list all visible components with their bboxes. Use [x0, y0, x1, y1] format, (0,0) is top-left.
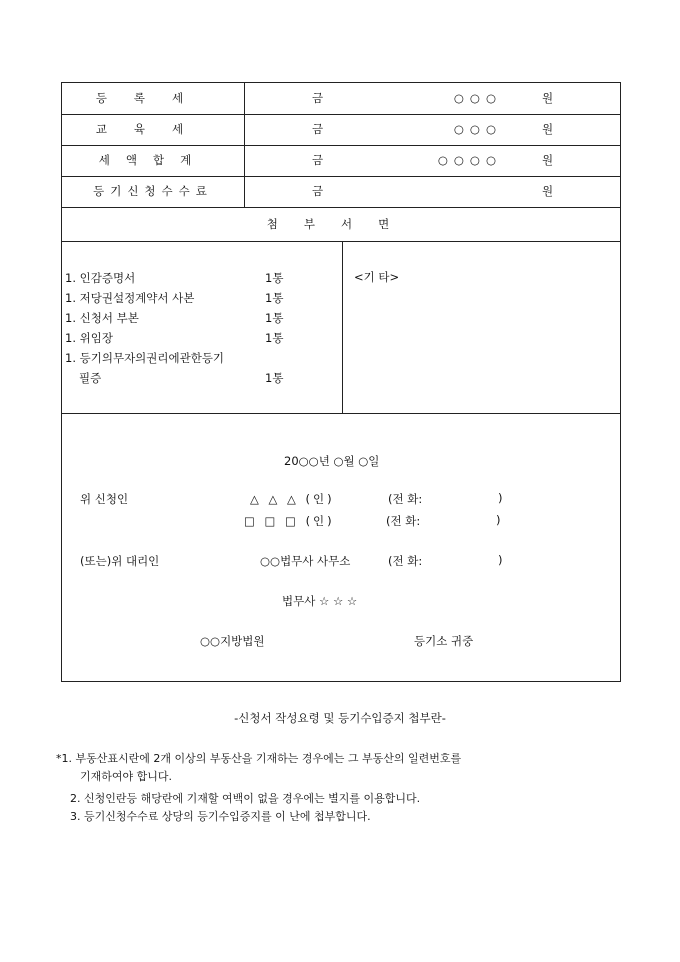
fee-amount: ○○○○ — [437, 153, 502, 167]
fee-label: 등록세 — [62, 83, 245, 114]
attachment-name: 1. 신청서 부본 — [65, 311, 139, 325]
fee-currency: 금 — [312, 91, 324, 105]
fee-currency: 금 — [312, 122, 324, 136]
applicant-1-phone-label: (전 화: — [388, 492, 423, 506]
attachments-divider — [342, 242, 343, 413]
applicant-2-phone-label: (전 화: — [386, 514, 421, 528]
note-line: 기재하여야 합니다. — [80, 770, 173, 783]
agent-phone-label: (전 화: — [388, 554, 423, 568]
agent-office: ○○법무사 사무소 — [260, 554, 351, 568]
fee-row-registration-tax — [62, 83, 620, 115]
instruction-notes — [56, 748, 461, 828]
agent-label: (또는)위 대리인 — [80, 554, 160, 568]
attachment-name: 1. 위임장 — [65, 331, 113, 345]
fee-unit: 원 — [542, 184, 554, 198]
fee-unit: 원 — [542, 122, 554, 136]
fee-label: 세액합계 — [62, 145, 245, 176]
applicant-1-name: △ △ △ (인) — [250, 492, 335, 506]
fee-row-filing-fee — [62, 176, 620, 208]
attachment-name: 필증 — [79, 371, 102, 385]
application-date: 20○○년 ○월 ○일 — [284, 454, 380, 468]
other-attachments-label: <기 타> — [354, 270, 400, 284]
fee-row-tax-total — [62, 145, 620, 177]
note-line: *1. 부동산표시란에 2개 이상의 부동산을 기재하는 경우에는 그 부동산의 일련번호를 — [56, 752, 462, 765]
footer-caption: -신청서 작성요령 및 등기수입증지 첩부란- — [234, 711, 446, 725]
attachment-item — [65, 349, 265, 368]
lawyer-name: 법무사 ☆ ☆ ☆ — [282, 594, 358, 608]
applicant-label: 위 신청인 — [80, 492, 129, 506]
note-line: 3. 등기신청수수료 상당의 등기수입증지를 이 난에 첩부합니다. — [70, 810, 371, 823]
attachment-name: 1. 저당권설정계약서 사본 — [65, 291, 195, 305]
attachment-count: 1통 — [265, 371, 284, 385]
attachment-name: 1. 등기의무자의권리에관한등기 — [65, 351, 225, 365]
attachments-heading: 첨부서면 — [62, 207, 620, 242]
attachment-item — [65, 309, 283, 328]
attachment-item — [65, 329, 283, 348]
attachment-count: 1통 — [265, 271, 284, 285]
note-line: 2. 신청인란등 해당란에 기재할 여백이 없을 경우에는 별지를 이용합니다. — [70, 792, 421, 805]
attachment-name: 1. 인감증명서 — [65, 271, 136, 285]
fee-unit: 원 — [542, 91, 554, 105]
application-form — [61, 82, 621, 682]
fee-currency: 금 — [312, 184, 324, 198]
attachments-section — [62, 242, 620, 414]
fee-currency: 금 — [312, 153, 324, 167]
applicant-2-name: □ □ □ (인) — [244, 514, 335, 528]
fee-amount: ○○○ — [453, 91, 502, 105]
fee-amount: ○○○ — [453, 122, 502, 136]
fee-unit: 원 — [542, 153, 554, 167]
attachment-item — [65, 269, 283, 288]
attachment-item — [65, 289, 283, 308]
registry-addressee: 등기소 귀중 — [414, 634, 474, 648]
agent-phone-close: ) — [498, 553, 503, 567]
applicant-1-phone-close: ) — [498, 491, 503, 505]
court-name: ○○지방법원 — [200, 634, 265, 648]
attachment-count: 1통 — [265, 311, 284, 325]
applicant-2-phone-close: ) — [496, 513, 501, 527]
fee-row-education-tax — [62, 114, 620, 146]
attachment-count: 1통 — [265, 331, 284, 345]
attachment-item — [79, 369, 283, 388]
fee-label: 등기신청수수료 — [62, 176, 245, 207]
attachment-count: 1통 — [265, 291, 284, 305]
fee-label: 교육세 — [62, 114, 245, 145]
